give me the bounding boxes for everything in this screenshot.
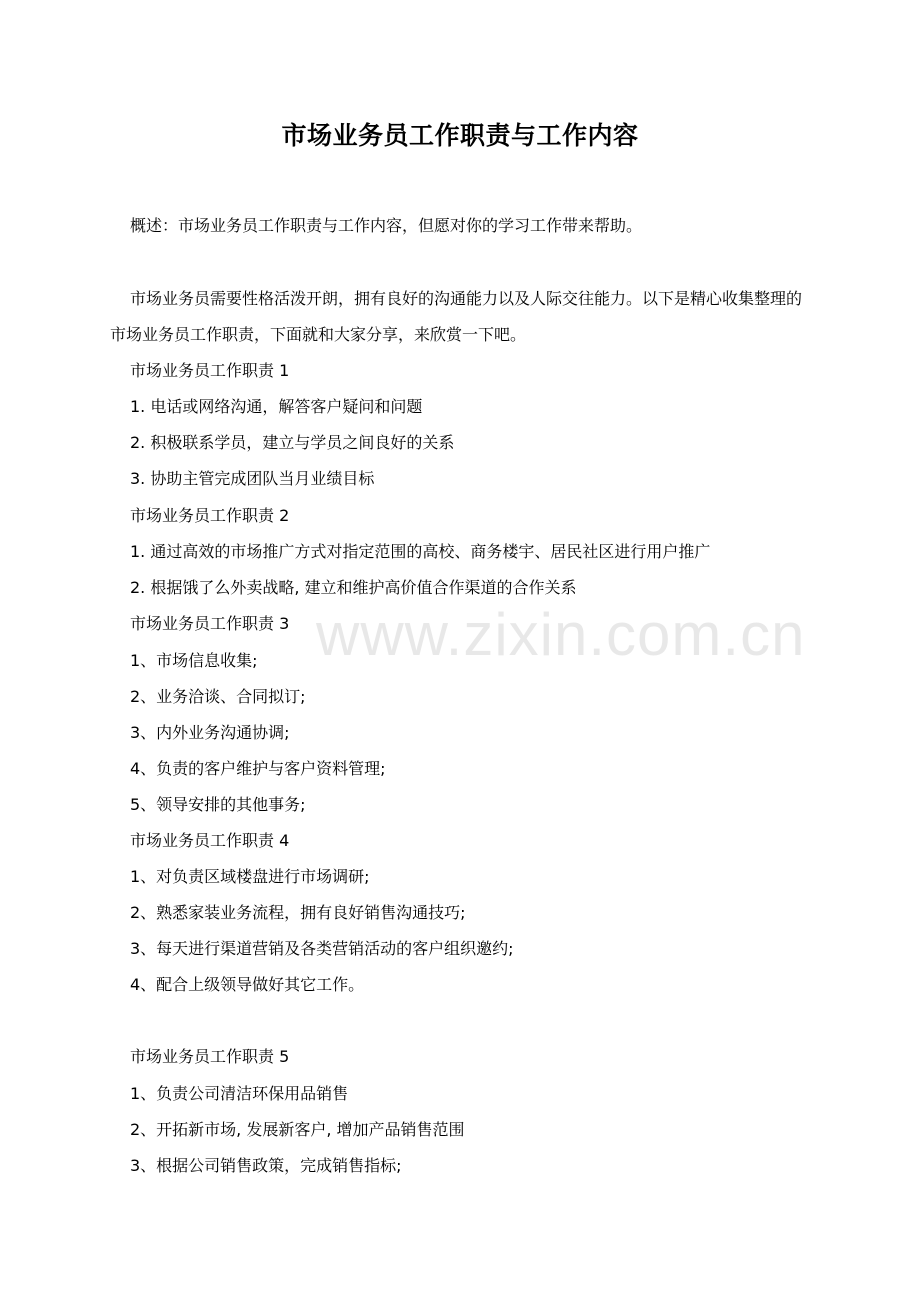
section-heading: 市场业务员工作职责 1 — [130, 361, 290, 380]
list-item: 2、开拓新市场, 发展新客户, 增加产品销售范围 — [130, 1120, 465, 1139]
list-item: 2、业务洽谈、合同拟订; — [130, 687, 306, 706]
list-item: 1、负责公司清洁环保用品销售 — [130, 1084, 349, 1103]
list-item: 3、根据公司销售政策，完成销售指标; — [130, 1156, 402, 1175]
document-title: 市场业务员工作职责与工作内容 — [281, 121, 639, 150]
watermark: www.zixin.com.cn — [316, 601, 806, 668]
list-item: 2、熟悉家装业务流程，拥有良好销售沟通技巧; — [130, 903, 466, 922]
list-item: 5、领导安排的其他事务; — [130, 795, 306, 814]
summary-text: 概述：市场业务员工作职责与工作内容，但愿对你的学习工作带来帮助。 — [130, 216, 643, 235]
list-item: 1. 通过高效的市场推广方式对指定范围的高校、商务楼宇、居民社区进行用户推广 — [130, 542, 711, 561]
list-item: 4、负责的客户维护与客户资料管理; — [130, 759, 386, 778]
list-item: 3、内外业务沟通协调; — [130, 723, 290, 742]
section-heading: 市场业务员工作职责 3 — [130, 614, 290, 633]
list-item: 1. 电话或网络沟通，解答客户疑问和问题 — [130, 397, 423, 416]
section-heading: 市场业务员工作职责 4 — [130, 831, 290, 850]
list-item: 1、市场信息收集; — [130, 651, 258, 670]
list-item: 2. 根据饿了么外卖战略, 建立和维护高价值合作渠道的合作关系 — [130, 578, 577, 597]
list-item: 4、配合上级领导做好其它工作。 — [130, 975, 365, 994]
list-item: 1、对负责区域楼盘进行市场调研; — [130, 867, 370, 886]
intro-paragraph: 市场业务员需要性格活泼开朗，拥有良好的沟通能力以及人际交往能力。以下是精心收集整理的市场业务员工作职责，下面就和大家分享，来欣赏一下吧。 — [110, 289, 803, 344]
list-item: 2. 积极联系学员，建立与学员之间良好的关系 — [130, 433, 455, 452]
list-item: 3. 协助主管完成团队当月业绩目标 — [130, 469, 375, 488]
section-heading: 市场业务员工作职责 2 — [130, 506, 290, 525]
section-heading: 市场业务员工作职责 5 — [130, 1047, 290, 1066]
list-item: 3、每天进行渠道营销及各类营销活动的客户组织邀约; — [130, 939, 514, 958]
